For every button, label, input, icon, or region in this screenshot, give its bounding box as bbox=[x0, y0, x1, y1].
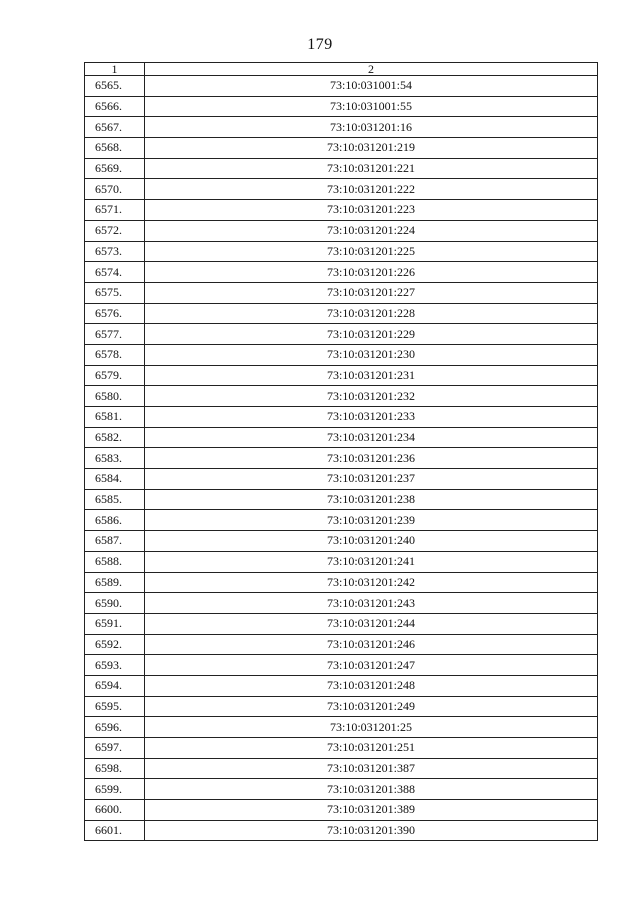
row-number-cell: 6597. bbox=[85, 738, 145, 759]
table-row bbox=[85, 800, 598, 821]
cadastral-number-cell: 73:10:031201:232 bbox=[145, 386, 598, 407]
cadastral-table bbox=[84, 62, 598, 841]
row-number-cell: 6593. bbox=[85, 655, 145, 676]
row-number-cell: 6596. bbox=[85, 717, 145, 738]
table-row bbox=[85, 634, 598, 655]
table-body bbox=[85, 76, 598, 841]
cadastral-number-cell: 73:10:031201:247 bbox=[145, 655, 598, 676]
cadastral-number-cell: 73:10:031201:225 bbox=[145, 241, 598, 262]
cadastral-number-cell: 73:10:031201:230 bbox=[145, 344, 598, 365]
table-row bbox=[85, 551, 598, 572]
table-row bbox=[85, 344, 598, 365]
cadastral-number-cell: 73:10:031201:389 bbox=[145, 800, 598, 821]
cadastral-number-cell: 73:10:031201:241 bbox=[145, 551, 598, 572]
table-row bbox=[85, 158, 598, 179]
cadastral-number-cell: 73:10:031201:222 bbox=[145, 179, 598, 200]
cadastral-number-cell: 73:10:031201:246 bbox=[145, 634, 598, 655]
cadastral-number-cell: 73:10:031201:251 bbox=[145, 738, 598, 759]
table-row bbox=[85, 138, 598, 159]
cadastral-number-cell: 73:10:031201:224 bbox=[145, 220, 598, 241]
table-row bbox=[85, 262, 598, 283]
table-row bbox=[85, 179, 598, 200]
table-row bbox=[85, 572, 598, 593]
cadastral-number-cell: 73:10:031201:244 bbox=[145, 613, 598, 634]
table-row bbox=[85, 593, 598, 614]
header-column-2: 2 bbox=[145, 63, 598, 76]
table-row bbox=[85, 531, 598, 552]
table-row bbox=[85, 758, 598, 779]
cadastral-number-cell: 73:10:031201:229 bbox=[145, 324, 598, 345]
table-row bbox=[85, 200, 598, 221]
row-number-cell: 6585. bbox=[85, 489, 145, 510]
cadastral-number-cell: 73:10:031201:25 bbox=[145, 717, 598, 738]
page-number: 179 bbox=[307, 36, 333, 53]
row-number-cell: 6575. bbox=[85, 282, 145, 303]
table-row bbox=[85, 241, 598, 262]
cadastral-number-cell: 73:10:031201:239 bbox=[145, 510, 598, 531]
cadastral-number-cell: 73:10:031201:223 bbox=[145, 200, 598, 221]
row-number-cell: 6570. bbox=[85, 179, 145, 200]
cadastral-number-cell: 73:10:031201:231 bbox=[145, 365, 598, 386]
table-row bbox=[85, 717, 598, 738]
table-row bbox=[85, 613, 598, 634]
table-row bbox=[85, 220, 598, 241]
row-number-cell: 6584. bbox=[85, 469, 145, 490]
row-number-cell: 6579. bbox=[85, 365, 145, 386]
table-header-row bbox=[85, 63, 598, 76]
row-number-cell: 6586. bbox=[85, 510, 145, 531]
cadastral-number-cell: 73:10:031201:388 bbox=[145, 779, 598, 800]
table-row bbox=[85, 738, 598, 759]
row-number-cell: 6583. bbox=[85, 448, 145, 469]
cadastral-number-cell: 73:10:031201:248 bbox=[145, 675, 598, 696]
row-number-cell: 6580. bbox=[85, 386, 145, 407]
cadastral-number-cell: 73:10:031201:242 bbox=[145, 572, 598, 593]
table-row bbox=[85, 820, 598, 841]
row-number-cell: 6565. bbox=[85, 76, 145, 97]
table-row bbox=[85, 282, 598, 303]
table-row bbox=[85, 324, 598, 345]
row-number-cell: 6572. bbox=[85, 220, 145, 241]
cadastral-number-cell: 73:10:031201:387 bbox=[145, 758, 598, 779]
row-number-cell: 6582. bbox=[85, 427, 145, 448]
row-number-cell: 6589. bbox=[85, 572, 145, 593]
row-number-cell: 6588. bbox=[85, 551, 145, 572]
cadastral-number-cell: 73:10:031201:238 bbox=[145, 489, 598, 510]
table-row bbox=[85, 427, 598, 448]
header-column-1: 1 bbox=[85, 63, 145, 76]
cadastral-number-cell: 73:10:031201:227 bbox=[145, 282, 598, 303]
row-number-cell: 6591. bbox=[85, 613, 145, 634]
row-number-cell: 6598. bbox=[85, 758, 145, 779]
cadastral-number-cell: 73:10:031001:55 bbox=[145, 96, 598, 117]
table-row bbox=[85, 303, 598, 324]
table-row bbox=[85, 779, 598, 800]
row-number-cell: 6573. bbox=[85, 241, 145, 262]
row-number-cell: 6578. bbox=[85, 344, 145, 365]
row-number-cell: 6569. bbox=[85, 158, 145, 179]
table-row bbox=[85, 510, 598, 531]
table-row bbox=[85, 365, 598, 386]
cadastral-number-cell: 73:10:031201:234 bbox=[145, 427, 598, 448]
cadastral-number-cell: 73:10:031201:390 bbox=[145, 820, 598, 841]
row-number-cell: 6568. bbox=[85, 138, 145, 159]
row-number-cell: 6576. bbox=[85, 303, 145, 324]
cadastral-number-cell: 73:10:031201:16 bbox=[145, 117, 598, 138]
row-number-cell: 6567. bbox=[85, 117, 145, 138]
table-row bbox=[85, 76, 598, 97]
table-row bbox=[85, 469, 598, 490]
cadastral-number-cell: 73:10:031201:240 bbox=[145, 531, 598, 552]
table-row bbox=[85, 386, 598, 407]
cadastral-number-cell: 73:10:031201:236 bbox=[145, 448, 598, 469]
row-number-cell: 6599. bbox=[85, 779, 145, 800]
row-number-cell: 6581. bbox=[85, 407, 145, 428]
row-number-cell: 6577. bbox=[85, 324, 145, 345]
row-number-cell: 6595. bbox=[85, 696, 145, 717]
cadastral-number-cell: 73:10:031001:54 bbox=[145, 76, 598, 97]
table-row bbox=[85, 407, 598, 428]
row-number-cell: 6587. bbox=[85, 531, 145, 552]
row-number-cell: 6594. bbox=[85, 675, 145, 696]
row-number-cell: 6592. bbox=[85, 634, 145, 655]
table-row bbox=[85, 489, 598, 510]
table-row bbox=[85, 696, 598, 717]
table-row bbox=[85, 655, 598, 676]
table-row bbox=[85, 448, 598, 469]
row-number-cell: 6590. bbox=[85, 593, 145, 614]
cadastral-number-cell: 73:10:031201:249 bbox=[145, 696, 598, 717]
row-number-cell: 6574. bbox=[85, 262, 145, 283]
row-number-cell: 6600. bbox=[85, 800, 145, 821]
cadastral-number-cell: 73:10:031201:243 bbox=[145, 593, 598, 614]
table-row bbox=[85, 96, 598, 117]
table-row bbox=[85, 117, 598, 138]
row-number-cell: 6601. bbox=[85, 820, 145, 841]
table-row bbox=[85, 675, 598, 696]
cadastral-number-cell: 73:10:031201:233 bbox=[145, 407, 598, 428]
cadastral-number-cell: 73:10:031201:226 bbox=[145, 262, 598, 283]
cadastral-number-cell: 73:10:031201:237 bbox=[145, 469, 598, 490]
cadastral-number-cell: 73:10:031201:219 bbox=[145, 138, 598, 159]
cadastral-number-cell: 73:10:031201:221 bbox=[145, 158, 598, 179]
row-number-cell: 6571. bbox=[85, 200, 145, 221]
cadastral-number-cell: 73:10:031201:228 bbox=[145, 303, 598, 324]
row-number-cell: 6566. bbox=[85, 96, 145, 117]
